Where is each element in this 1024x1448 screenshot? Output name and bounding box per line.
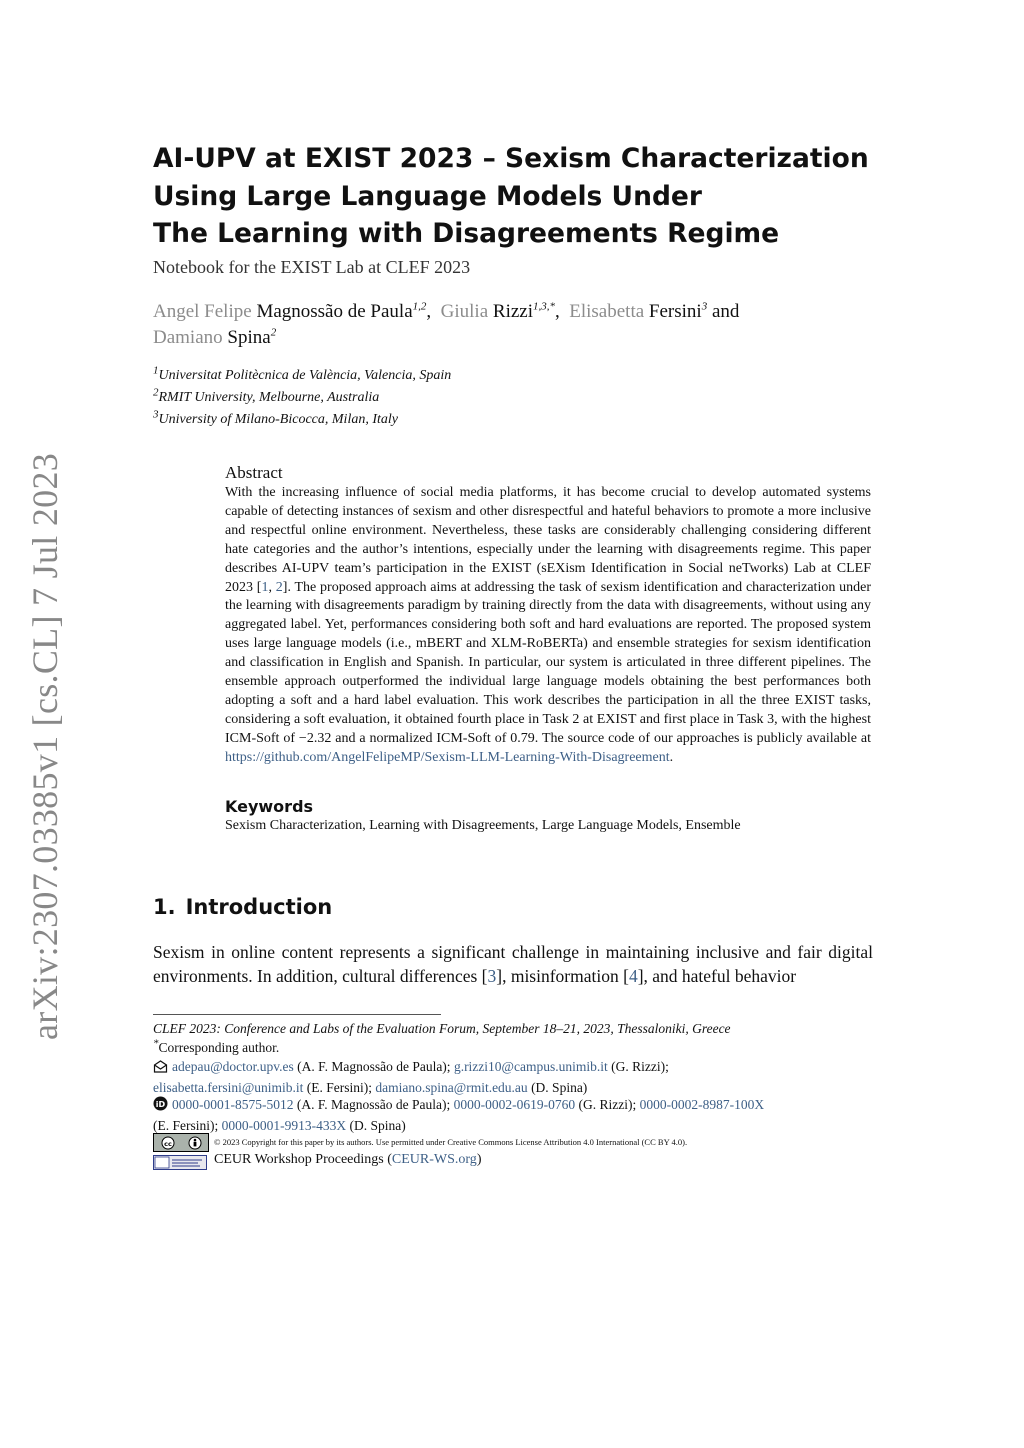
corresponding-text: Corresponding author. — [158, 1040, 280, 1055]
footnote-orcids — [153, 1095, 873, 1135]
email-link[interactable]: elisabetta.fersini@unimib.it — [153, 1080, 304, 1095]
abstract-text-end: . — [669, 749, 674, 765]
footnote-corresponding — [153, 1038, 873, 1057]
email-link[interactable]: adepau@doctor.upv.es — [172, 1059, 294, 1074]
author-separator: and — [707, 301, 740, 322]
orcid-link[interactable]: 0000-0002-0619-0760 — [453, 1097, 576, 1112]
author-affiliation-mark: 2 — [270, 326, 277, 339]
abstract-text: With the increasing influence of social media platforms, it has become crucial to develop automated systems capable of detecting instances of sexism and other disrespectful and hateful behaviors to promote a more inclusive and respectful online environment. Nevertheless, these tasks are considerably challenging considering different hate categories and the author’s intentions, especially under the learning with disagreements regime. This paper describes AI-UPV team’s participation in the EXIST (sEXism Identification in Social neTworks) Lab at CLEF 2023 [1, 2]. The proposed approach aims at addressing the task of sexism identification and characterization under the learning with disagreements paradigm by training directly from the data with disagreements, without using any aggregated label. Yet, performances considering both soft and hard evaluations are reported. The proposed system uses large language models (i.e., mBERT and XLM-RoBERTa) and ensemble strategies for sexism identification and classification in English and Spanish. In particular, our system is articulated in three different pipelines. The ensemble approach outperformed the individual large language models obtaining the best performances both adopting a soft and a hard label evaluation. This work describes the participation in all the three EXIST tasks, considering a soft evaluation, it obtained fourth place in Task 2 at EXIST and first place in Task 3, with the highest ICM-Soft of −2.32 and a normalized ICM-Soft of 0.79. The source code of our approaches is publicly available at https://github.com/AngelFelipeMP/Sexism-LLM-Learning-With-Disagreement. — [225, 485, 872, 765]
author — [153, 327, 276, 348]
orcid-link[interactable]: 0000-0002-8987-100X — [639, 1097, 765, 1112]
affiliation — [153, 386, 380, 406]
affiliation-text: Universitat Politècnica de València, Valencia, Spain — [158, 368, 452, 383]
section-number: 1. — [153, 895, 176, 919]
email-link[interactable]: damiano.spina@rmit.edu.au — [375, 1080, 528, 1095]
footnote-rule — [153, 1014, 441, 1015]
section-title: Introduction — [185, 895, 333, 919]
author-separator: , — [426, 301, 432, 322]
license-text: © 2023 Copyright for this paper by its authors. Use permitted under Creative Commons License Attribution 4.0 International (CC BY 4.0). — [214, 1137, 688, 1147]
intro-text-part: Sexism in online content represents a significant challenge in maintaining inclusive and fair digital environments. In addition, cultural differences [ — [153, 942, 873, 986]
title-line: Using Large Language Models Under — [153, 180, 702, 212]
orcid-link[interactable]: 0000-0001-8575-5012 — [172, 1097, 294, 1112]
affiliation — [153, 364, 452, 384]
orcid-owner: (G. Rizzi); — [575, 1097, 640, 1112]
cc-by-badge-icon[interactable] — [153, 1133, 209, 1152]
affiliation-text: University of Milano-Bicocca, Milan, Italy — [158, 412, 398, 427]
arxiv-stamp: arXiv:2307.03385v1 [cs.CL] 7 Jul 2023 — [25, 452, 65, 1040]
author-last-name: Spina — [227, 327, 271, 348]
footnote-conference: CLEF 2023: Conference and Labs of the Evaluation Forum, September 18–21, 2023, Thessaloniki, Greece — [153, 1021, 731, 1036]
envelope-icon — [153, 1059, 168, 1078]
author-affiliation-mark: 1,3,* — [533, 300, 555, 313]
corresponding-mark: * — [153, 1037, 159, 1050]
author-first-name: Angel Felipe — [153, 301, 252, 322]
footnote-emails — [153, 1057, 873, 1097]
paper-subtitle: Notebook for the EXIST Lab at CLEF 2023 — [153, 257, 471, 277]
abstract-heading: Abstract — [225, 463, 283, 482]
email-owner: (G. Rizzi); — [607, 1059, 669, 1074]
affiliation-text: RMIT University, Melbourne, Australia — [158, 390, 380, 405]
ceur-logo-icon — [153, 1155, 207, 1170]
author-last-name: Rizzi — [492, 301, 533, 322]
author-list — [153, 299, 873, 351]
orcid-link[interactable]: 0000-0001-9913-433X — [221, 1118, 347, 1133]
paper-title — [153, 140, 873, 253]
source-code-link[interactable]: https://github.com/AngelFelipeMP/Sexism-LLM-Learning-With-Disagreement — [225, 749, 670, 765]
ceur-label-end: ) — [476, 1152, 482, 1167]
affiliation — [153, 408, 398, 428]
author — [153, 301, 431, 322]
intro-text-part: ], and hateful behavior — [637, 966, 797, 986]
author — [569, 301, 739, 322]
email-owner: (D. Spina) — [527, 1080, 588, 1095]
orcid-owner: (E. Fersini); — [153, 1118, 222, 1133]
email-owner: (A. F. Magnossão de Paula); — [293, 1059, 454, 1074]
section-heading — [153, 895, 332, 919]
citation-link[interactable]: 2 — [275, 579, 283, 595]
ceur-label: CEUR Workshop Proceedings ( — [214, 1152, 392, 1167]
keywords-heading: Keywords — [225, 797, 314, 816]
author — [441, 301, 560, 322]
ceur-proceedings — [214, 1152, 481, 1168]
orcid-icon — [153, 1096, 168, 1116]
intro-text-part: ], misinformation [ — [496, 966, 629, 986]
svg-text:cc: cc — [163, 1139, 172, 1148]
author-affiliation-mark: 1,2 — [412, 300, 427, 313]
affiliation-mark: 3 — [153, 408, 159, 421]
title-line: The Learning with Disagreements Regime — [153, 218, 780, 249]
author-first-name: Elisabetta — [569, 301, 645, 322]
abstract-text-part: With the increasing influence of social media platforms, it has become crucial to develop automated systems capable of detecting instances of sexism and other disrespectful and hateful behaviors to promote a more inclusive and respectful online environment. Nevertheless, these tasks are considerably challenging considering different hate categories and the author’s intentions, especially under the learning with disagreements regime. This paper describes AI-UPV team’s participation in the EXIST (sEXism Identification in Social neTworks) Lab at CLEF 2023 [ — [225, 485, 871, 595]
author-last-name: Fersini — [648, 301, 702, 322]
author-affiliation-mark: 3 — [701, 300, 708, 313]
author-first-name: Damiano — [153, 327, 223, 348]
citation-link[interactable]: 1 — [261, 579, 269, 595]
introduction-text — [153, 940, 873, 988]
author-first-name: Giulia — [440, 301, 489, 322]
title-line: AI-UPV at EXIST 2023 – Sexism Characterization — [153, 143, 869, 174]
email-link[interactable]: g.rizzi10@campus.unimib.it — [453, 1059, 608, 1074]
svg-text:iD: iD — [155, 1099, 166, 1109]
ceur-link[interactable]: CEUR-WS.org — [391, 1152, 477, 1167]
abstract-text-part: ]. The proposed approach aims at addressing the task of sexism identification and characterization under the learning with disagreements paradigm by training directly from the data with disagreements, without using any aggregated label. Yet, performances considering both soft and hard evaluations are reported. The proposed system uses large language models (i.e., mBERT and XLM-RoBERTa) and ensemble strategies for sexism identification and classification in English and Spanish. In particular, our system is articulated in three different pipelines. The ensemble approach outperformed the individual large language models obtaining the best performances both adopting a soft and a hard label evaluation. This work describes the participation in all the three EXIST tasks, considering a soft evaluation, it obtained fourth place in Task 2 at EXIST and first place in Task 3, with the highest ICM-Soft of −2.32 and a normalized ICM-Soft of 0.79. The source code of our approaches is publicly available at — [225, 579, 872, 746]
affiliation-mark: 2 — [153, 386, 159, 399]
author-last-name: Magnossão de Paula — [256, 301, 413, 322]
keywords-text: Sexism Characterization, Learning with Disagreements, Large Language Models, Ensemble — [225, 818, 741, 833]
citation-link[interactable]: 4 — [628, 966, 638, 986]
citation-link[interactable]: 3 — [487, 966, 497, 986]
affiliation-mark: 1 — [153, 364, 159, 377]
orcid-owner: (A. F. Magnossão de Paula); — [293, 1097, 454, 1112]
email-owner: (E. Fersini); — [303, 1080, 376, 1095]
orcid-owner: (D. Spina) — [346, 1118, 406, 1133]
author-separator: , — [555, 301, 560, 322]
